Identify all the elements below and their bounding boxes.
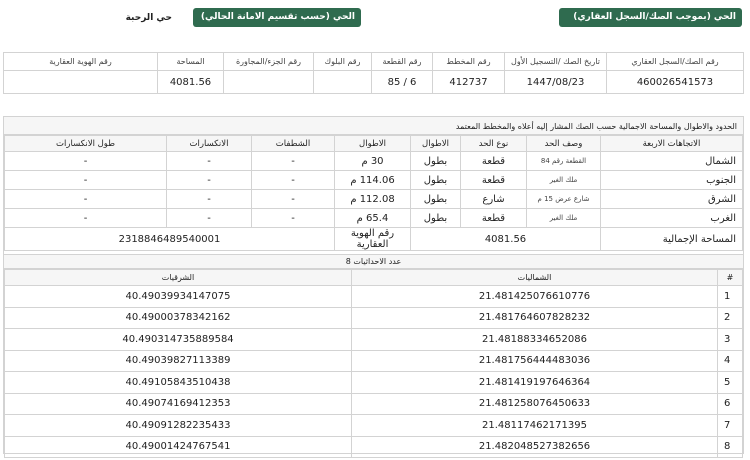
- deed-date: 1447/08/23: [505, 71, 607, 94]
- direction: الغرب: [601, 209, 743, 228]
- row-index: 1: [718, 286, 743, 308]
- total-area-value: 4081.56: [411, 228, 601, 251]
- break-length: -: [5, 171, 167, 190]
- deed-header: رقم القطعة: [372, 53, 433, 71]
- plot-number: 6 / 85: [372, 71, 433, 94]
- break-length: -: [5, 209, 167, 228]
- property-id: [4, 71, 158, 94]
- bounds-row: [5, 190, 743, 209]
- direction: الشمال: [601, 152, 743, 171]
- deed-district-button[interactable]: الحي (بموجب الصك/السجل العقاري): [559, 8, 742, 27]
- break-length: -: [5, 190, 167, 209]
- breaks: -: [167, 190, 252, 209]
- area-value: 4081.56: [158, 71, 224, 94]
- deed-header: رقم الجزء/المجاورة: [224, 53, 314, 71]
- coordinates-section: [3, 254, 744, 454]
- north-value: 21.48117462171395: [352, 415, 718, 437]
- coord-row: [5, 350, 743, 372]
- length-label: بطول: [411, 190, 461, 209]
- coord-row: [5, 307, 743, 329]
- deed-header: رقم الهوية العقارية: [4, 53, 158, 71]
- bound-desc: ملك الغير: [527, 209, 601, 228]
- coord-header-north: الشماليات: [352, 270, 718, 286]
- north-value: 21.481258076450633: [352, 393, 718, 415]
- length-label: بطول: [411, 209, 461, 228]
- chamfer: -: [252, 190, 335, 209]
- deed-table: [3, 52, 744, 94]
- deed-header: رقم الصك/السجل العقاري: [607, 53, 744, 71]
- bounds-header: الاطوال: [335, 136, 411, 152]
- length-label: بطول: [411, 152, 461, 171]
- north-value: 21.481764607828232: [352, 307, 718, 329]
- property-id-value: 2318846489540001: [5, 228, 335, 251]
- length-value: 114.06 م: [335, 171, 411, 190]
- deed-header: تاريخ الصك /التسجيل الأول: [505, 53, 607, 71]
- chamfer: -: [252, 209, 335, 228]
- row-index: 4: [718, 350, 743, 372]
- north-value: 21.48188334652086: [352, 329, 718, 351]
- coord-header-east: الشرقيات: [5, 270, 352, 286]
- bound-desc: شارع عرض 15 م: [527, 190, 601, 209]
- coord-row: [5, 286, 743, 308]
- chamfer: -: [252, 171, 335, 190]
- bound-type: قطعة: [461, 171, 527, 190]
- bound-type: شارع: [461, 190, 527, 209]
- row-index: 8: [718, 436, 743, 458]
- east-value: 40.49039934147075: [5, 286, 352, 308]
- breaks: -: [167, 152, 252, 171]
- bounds-header: الشطفات: [252, 136, 335, 152]
- north-value: 21.481756444483036: [352, 350, 718, 372]
- length-value: 65.4 م: [335, 209, 411, 228]
- breaks: -: [167, 171, 252, 190]
- row-index: 2: [718, 307, 743, 329]
- row-index: 3: [718, 329, 743, 351]
- east-value: 40.49000378342162: [5, 307, 352, 329]
- coord-row: [5, 436, 743, 458]
- east-value: 40.490314735889584: [5, 329, 352, 351]
- east-value: 40.49039827113389: [5, 350, 352, 372]
- bounds-section: [3, 116, 744, 257]
- coord-header-index: #: [718, 270, 743, 286]
- chamfer: -: [252, 152, 335, 171]
- bounds-header: الانكسارات: [167, 136, 252, 152]
- north-value: 21.482048527382656: [352, 436, 718, 458]
- east-value: 40.49001424767541: [5, 436, 352, 458]
- break-length: -: [5, 152, 167, 171]
- district-name: حي الرحبة: [125, 13, 172, 23]
- length-value: 30 م: [335, 152, 411, 171]
- bound-desc: ملك الغير: [527, 171, 601, 190]
- coordinates-title: عدد الاحداثيات 8: [4, 255, 743, 269]
- bounds-row: [5, 209, 743, 228]
- bounds-header: وصف الحد: [527, 136, 601, 152]
- deed-number: 460026541573: [607, 71, 744, 94]
- bound-desc: القطعة رقم 84: [527, 152, 601, 171]
- coord-row: [5, 415, 743, 437]
- bounds-header: الاطوال: [411, 136, 461, 152]
- bounds-header: طول الانكسارات: [5, 136, 167, 152]
- bounds-row: [5, 152, 743, 171]
- east-value: 40.49091282235433: [5, 415, 352, 437]
- row-index: 6: [718, 393, 743, 415]
- bounds-row: [5, 171, 743, 190]
- length-label: بطول: [411, 171, 461, 190]
- length-value: 112.08 م: [335, 190, 411, 209]
- deed-header: رقم المخطط: [433, 53, 505, 71]
- north-value: 21.481419197646364: [352, 372, 718, 394]
- row-index: 5: [718, 372, 743, 394]
- row-index: 7: [718, 415, 743, 437]
- breaks: -: [167, 209, 252, 228]
- bounds-title: الحدود والاطوال والمساحة الاجمالية حسب الصك المشار إليه أعلاه والمخطط المعتمد: [4, 117, 743, 135]
- property-id-label: رقم الهوية العقارية: [335, 228, 411, 251]
- deed-header: رقم البلوك: [314, 53, 372, 71]
- bound-type: قطعة: [461, 209, 527, 228]
- east-value: 40.49074169412353: [5, 393, 352, 415]
- north-value: 21.481425076610776: [352, 286, 718, 308]
- block-number: [314, 71, 372, 94]
- total-area-label: المساحة الإجمالية: [601, 228, 743, 251]
- east-value: 40.49105843510438: [5, 372, 352, 394]
- deed-header: المساحة: [158, 53, 224, 71]
- plan-number: 412737: [433, 71, 505, 94]
- coord-row: [5, 329, 743, 351]
- direction: الجنوب: [601, 171, 743, 190]
- current-district-button[interactable]: الحي (حسب تقسيم الامانة الحالي): [193, 8, 361, 27]
- coord-row: [5, 393, 743, 415]
- bounds-header: نوع الحد: [461, 136, 527, 152]
- direction: الشرق: [601, 190, 743, 209]
- bound-type: قطعة: [461, 152, 527, 171]
- coord-row: [5, 372, 743, 394]
- part-number: [224, 71, 314, 94]
- bounds-header: الاتجاهات الاربعة: [601, 136, 743, 152]
